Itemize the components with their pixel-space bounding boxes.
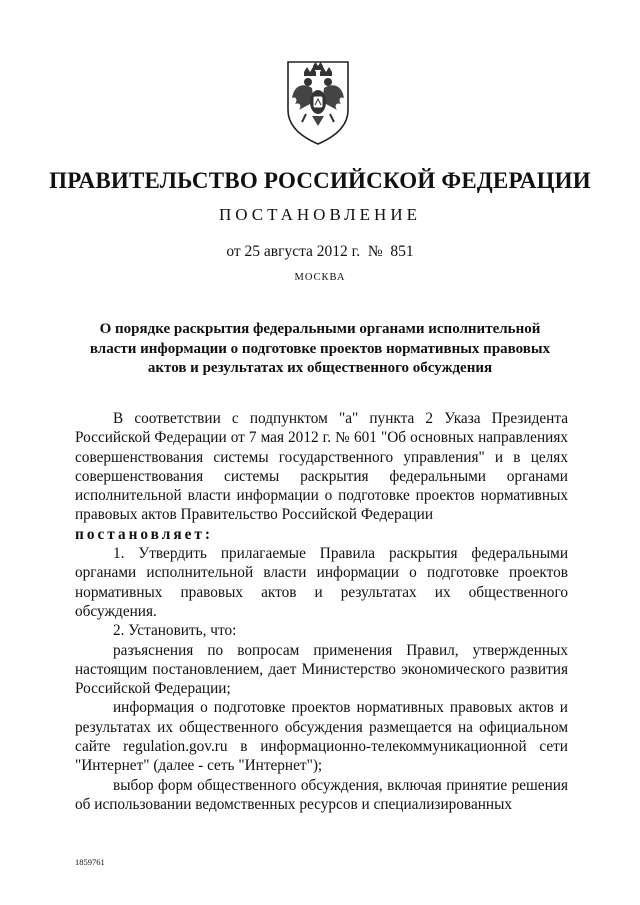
document-code: 1859761 (75, 857, 105, 867)
document-type: ПОСТАНОВЛЕНИЕ (218, 205, 421, 224)
document-subject: О порядке раскрытия федеральными органами исполнительной власти информации о подготовке проектов нормативных правовых актов и результатах их общественного обсуждения (89, 321, 551, 376)
item-2-clarifications-paragraph: разъяснения по вопросам применения Правил, утвержденных настоящим постановлением, дает Министерство экономического развития Российской Федерации; (75, 641, 568, 698)
item-2-publication-paragraph: информация о подготовке проектов нормативных правовых актов и результатах их общественного обсуждения размещается на официальном сайте regulation.gov.ru в информационно-телекоммуникационной сети "Интернет" (далее - сеть "Интернет"); (75, 699, 568, 775)
preamble-paragraph: В соответствии с подпунктом "а" пункта 2 Указа Президента Российской Федерации от 7 мая 2012 г. № 601 "Об основных направлениях совершенствования системы государственного управления" и в целях совершенствования системы раскрытия федеральными органами исполнительной власти информации о подготовке проектов нормативных правовых актов Правительство Российской Федерации (75, 410, 568, 524)
resolves-word: постановляет: (75, 525, 213, 543)
item-2-forms-paragraph: выбор форм общественного обсуждения, включая принятие решения об использовании ведомственных ресурсов и специализированных (75, 776, 568, 813)
government-title: ПРАВИТЕЛЬСТВО РОССИЙСКОЙ ФЕДЕРАЦИИ (49, 168, 591, 193)
document-city: МОСКВА (294, 272, 346, 283)
document-body (75, 409, 568, 814)
item-1-paragraph: 1. Утвердить прилагаемые Правила раскрытия федеральными органами исполнительной власти информации о подготовке проектов нормативных правовых актов и результатах их общественного обсуждения. (75, 545, 568, 620)
document-date-number: от 25 августа 2012 г. № 851 (226, 243, 414, 260)
coat-of-arms-icon (282, 58, 354, 146)
item-2-paragraph: 2. Установить, что: (113, 622, 237, 640)
emblem-svg (282, 58, 354, 146)
